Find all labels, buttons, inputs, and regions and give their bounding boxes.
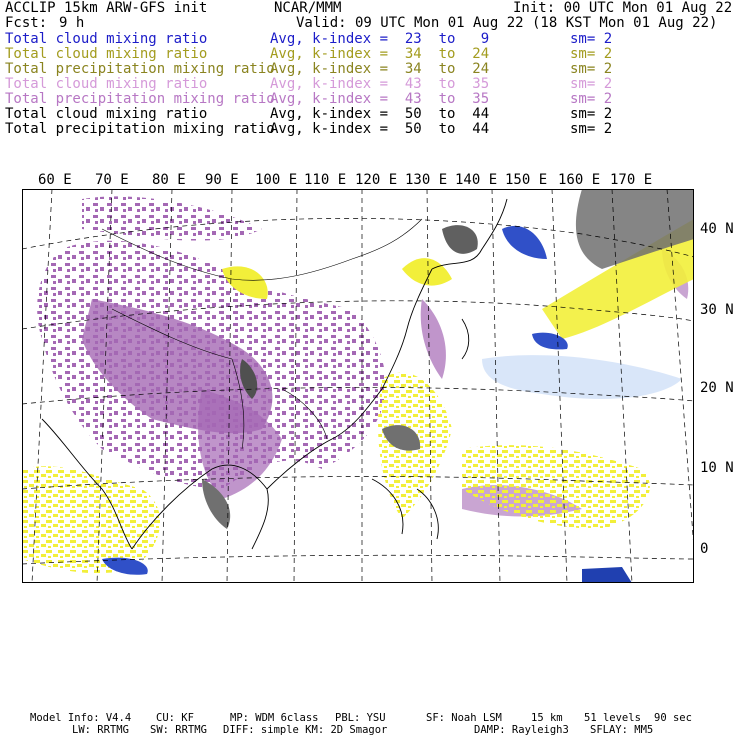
layer-label: Total precipitation mixing ratio xyxy=(5,61,275,77)
latitude-label: 0 xyxy=(700,541,709,557)
footer-mp: MP: WDM 6class xyxy=(230,712,319,724)
layer-label: Total cloud mixing ratio xyxy=(5,31,208,47)
forecast-label: Fcst: xyxy=(5,15,48,31)
model-title: ACCLIP 15km ARW-GFS init xyxy=(5,0,208,16)
weather-map xyxy=(22,189,694,583)
layer-smoothing: sm= 2 xyxy=(570,91,613,107)
layer-kindex: Avg, k-index = 50 to 44 xyxy=(270,121,490,137)
footer-timestep: 90 sec xyxy=(654,712,692,724)
layer-label: Total cloud mixing ratio xyxy=(5,76,208,92)
forecast-hour: 9 h xyxy=(59,15,85,31)
layer-smoothing: sm= 2 xyxy=(570,46,613,62)
latitude-label: 30 N xyxy=(700,302,734,318)
organization: NCAR/MMM xyxy=(274,0,342,16)
layer-label: Total precipitation mixing ratio xyxy=(5,121,275,137)
layer-smoothing: sm= 2 xyxy=(570,106,613,122)
latitude-label: 10 N xyxy=(700,460,734,476)
layer-kindex: Avg, k-index = 34 to 24 xyxy=(270,46,490,62)
longitude-label: 100 E xyxy=(255,172,298,188)
footer-lw: LW: RRTMG xyxy=(72,724,129,736)
layer-kindex: Avg, k-index = 43 to 35 xyxy=(270,76,490,92)
layer-row xyxy=(5,107,737,122)
layer-kindex: Avg, k-index = 23 to 9 xyxy=(270,31,490,47)
longitude-label: 80 E xyxy=(152,172,186,188)
layer-row xyxy=(5,32,737,47)
footer-sw: SW: RRTMG xyxy=(150,724,207,736)
footer-model-info: Model Info: V4.4 xyxy=(30,712,132,724)
layer-smoothing: sm= 2 xyxy=(570,31,613,47)
layer-row xyxy=(5,47,737,62)
latitude-label: 40 N xyxy=(700,221,734,237)
longitude-label: 170 E xyxy=(610,172,653,188)
longitude-label: 70 E xyxy=(95,172,129,188)
footer-levels: 51 levels xyxy=(584,712,641,724)
latitude-label: 20 N xyxy=(700,380,734,396)
layer-label: Total precipitation mixing ratio xyxy=(5,91,275,107)
longitude-label: 130 E xyxy=(405,172,448,188)
layer-smoothing: sm= 2 xyxy=(570,76,613,92)
layer-label: Total cloud mixing ratio xyxy=(5,106,208,122)
longitude-label: 160 E xyxy=(558,172,601,188)
layer-kindex: Avg, k-index = 34 to 24 xyxy=(270,61,490,77)
footer-pbl: PBL: YSU xyxy=(335,712,386,724)
layer-kindex: Avg, k-index = 43 to 35 xyxy=(270,91,490,107)
longitude-label: 110 E xyxy=(304,172,347,188)
layer-row xyxy=(5,122,737,137)
footer-resolution: 15 km xyxy=(531,712,563,724)
longitude-label: 90 E xyxy=(205,172,239,188)
layer-smoothing: sm= 2 xyxy=(570,121,613,137)
longitude-label: 60 E xyxy=(38,172,72,188)
valid-time: Valid: 09 UTC Mon 01 Aug 22 (18 KST Mon 01 Aug 22) xyxy=(296,15,718,31)
layer-kindex: Avg, k-index = 50 to 44 xyxy=(270,106,490,122)
footer-diff: DIFF: simple KM: 2D Smagor xyxy=(223,724,388,736)
layer-row xyxy=(5,92,737,107)
layer-row xyxy=(5,62,737,77)
layer-smoothing: sm= 2 xyxy=(570,61,613,77)
longitude-label: 120 E xyxy=(355,172,398,188)
footer-sflay: SFLAY: MM5 xyxy=(590,724,654,736)
longitude-label: 150 E xyxy=(505,172,548,188)
footer-sf: SF: Noah LSM xyxy=(426,712,502,724)
layer-row xyxy=(5,77,737,92)
footer-damp: DAMP: Rayleigh3 xyxy=(474,724,569,736)
longitude-label: 140 E xyxy=(455,172,498,188)
footer-cu: CU: KF xyxy=(156,712,194,724)
layer-label: Total cloud mixing ratio xyxy=(5,46,208,62)
init-time: Init: 00 UTC Mon 01 Aug 22 xyxy=(513,0,733,16)
